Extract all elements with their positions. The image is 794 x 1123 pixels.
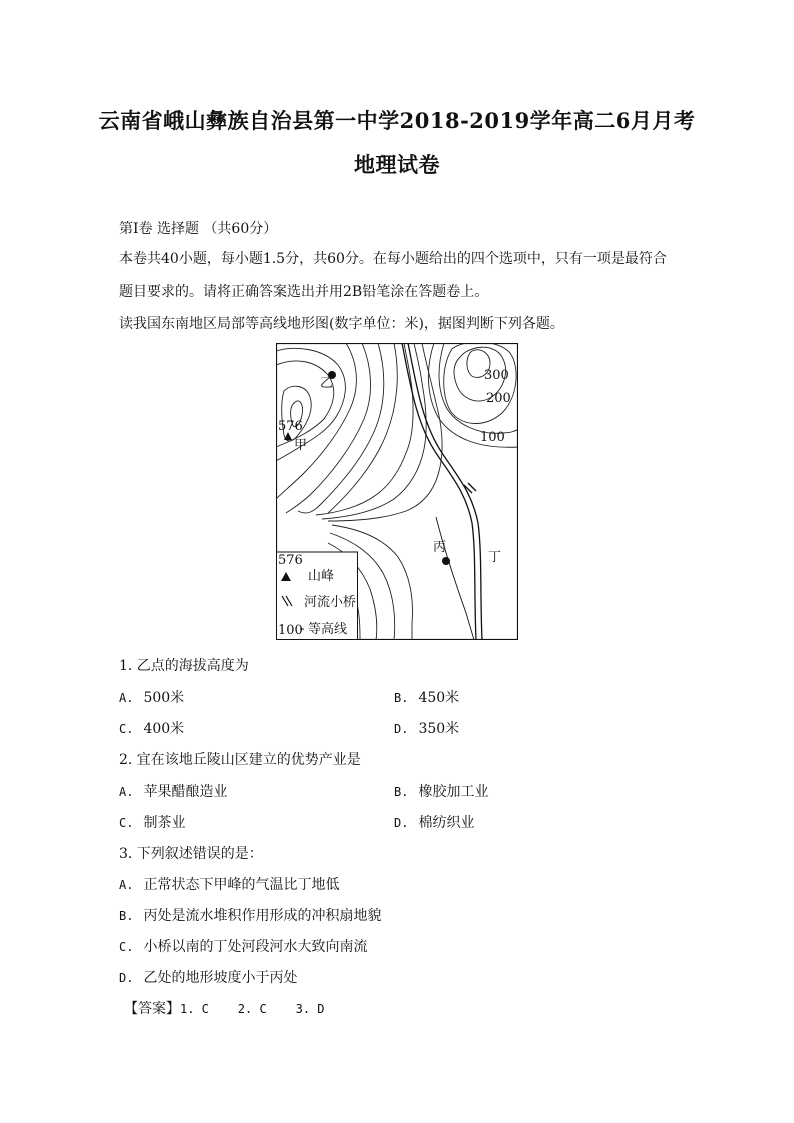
question-1-stem: 1. 乙点的海拔高度为 [119,658,249,674]
option-key: A. [119,691,134,705]
map-intro: 读我国东南地区局部等高线地形图(数字单位：米)，据图判断下列各题。 [119,316,564,332]
legend-peak-value: 576 [278,553,303,568]
question-3-stem: 3. 下列叙述错误的是： [119,846,263,862]
option-key: A. [119,878,134,892]
legend-peak-label: 山峰 [308,569,335,584]
contour-label-300: 300 [484,368,509,383]
answer-label: 【答案】 [124,1001,180,1017]
q1-option-b [394,687,459,707]
option-key: C. [119,722,134,736]
contour-map [276,343,518,640]
q3-option-c [119,936,367,956]
q2-option-a [119,781,227,801]
q2-option-c [119,812,185,832]
exam-title-line1: 云南省峨山彝族自治县第一中学2018-2019学年高二6月月考 [98,108,696,133]
option-key: B. [119,909,134,923]
option-text: 苹果醋酿造业 [143,784,228,800]
option-key: B. [394,785,409,799]
legend-bridge-label: 河流小桥 [304,595,357,610]
legend-contour-value: 100 [278,623,303,638]
option-text: 350米 [418,721,460,737]
section-heading: 第Ⅰ卷 选择题 （共60分） [119,221,278,237]
label-yi: 乙 [320,376,334,391]
instruction-line2: 题目要求的。请将正确答案选出并用2B铅笔涂在答题卷上。 [119,284,489,300]
label-bing: 丙 [433,540,447,555]
map-legend [277,552,358,640]
option-text: 450米 [418,690,460,706]
option-key: A. [119,785,134,799]
option-text: 制茶业 [143,815,186,831]
option-text: 400米 [143,721,185,737]
q3-option-d [119,967,297,987]
option-text: 正常状态下甲峰的气温比丁地低 [143,877,340,893]
option-key: D. [394,722,409,736]
option-text: 乙处的地形坡度小于丙处 [143,970,298,986]
contour-label-200: 200 [486,391,511,406]
option-text: 小桥以南的丁处河段河水大致向南流 [143,939,368,955]
q1-option-c [119,718,184,738]
q3-option-a [119,874,339,894]
option-key: D. [394,816,409,830]
contour-label-100: 100 [480,430,505,445]
label-ding: 丁 [488,550,502,565]
peak-height-label: 576 [278,419,303,434]
option-text: 500米 [143,690,185,706]
option-text: 棉纺织业 [418,815,475,831]
q2-option-b [394,781,488,801]
option-key: C. [119,940,134,954]
exam-title-line2: 地理试卷 [354,152,440,177]
q1-option-d [394,718,459,738]
option-key: C. [119,816,134,830]
option-key: B. [394,691,409,705]
q2-option-d [394,812,474,832]
q1-option-a [119,687,184,707]
instruction-line1: 本卷共40小题，每小题1.5分，共60分。在每小题给出的四个选项中，只有一项是最符合 [119,251,667,267]
label-jia: 甲 [294,438,308,453]
option-text: 橡胶加工业 [418,784,489,800]
option-text: 丙处是流水堆积作用形成的冲积扇地貌 [143,908,382,924]
option-key: D. [119,971,134,985]
answer-text: 1. C 2. C 3. D [180,1002,325,1016]
answer-line [124,998,325,1018]
question-2-stem: 2. 宜在该地丘陵山区建立的优势产业是 [119,752,361,768]
point-bing [442,557,450,565]
q3-option-b [119,905,381,925]
legend-contour-label: 等高线 [308,622,348,637]
